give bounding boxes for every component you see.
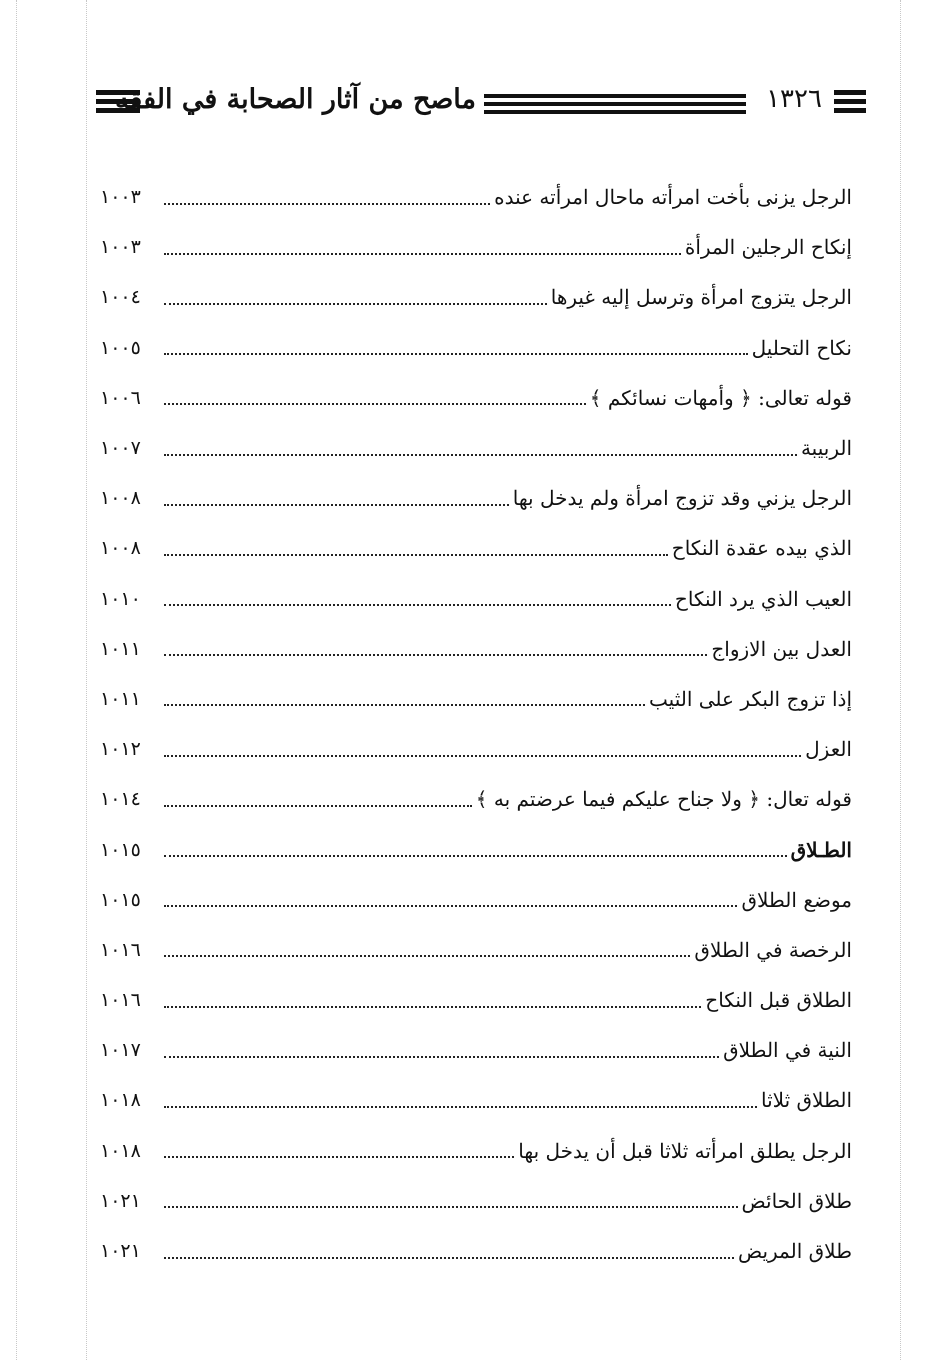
toc-entry [100, 172, 852, 222]
toc-entry-page: ١٠٠٣ [100, 236, 141, 259]
toc-entry-page: ١٠١٨ [100, 1089, 141, 1112]
toc-entry-page: ١٠٠٣ [100, 186, 141, 209]
dot-leader [164, 202, 490, 205]
dot-leader [164, 453, 797, 456]
toc-entry-title: طلاق الحائض [741, 1188, 852, 1213]
toc-entry-page: ١٠١٧ [100, 1039, 141, 1062]
toc-entry-title: نكاح التحليل [751, 335, 852, 360]
header-ornament-right [834, 90, 866, 117]
toc-entry-page: ١٠١٤ [100, 788, 141, 811]
toc-entry [100, 222, 852, 272]
header-ornament-middle [484, 94, 746, 118]
toc-entry [100, 1025, 852, 1075]
toc-entry-page: ١٠١١ [100, 687, 141, 710]
dot-leader [164, 1005, 701, 1008]
dot-leader [164, 904, 737, 907]
toc-entry [100, 272, 852, 322]
dot-leader [164, 754, 801, 757]
toc-entry [100, 824, 852, 874]
scan-margin-line [16, 0, 17, 1360]
toc-entry [100, 925, 852, 975]
toc-entry-title: موضع الطلاق [741, 887, 852, 912]
toc-entry-title: إذا تزوج البكر على الثيب [649, 686, 852, 711]
toc-entry [100, 1176, 852, 1226]
page-number: ١٣٢٦ [766, 84, 822, 114]
toc-entry-page: ١٠١٥ [100, 838, 141, 861]
toc-entry-title: الرجل يتزوج امرأة وترسل إليه غيرها [550, 285, 852, 310]
toc-entry [100, 724, 852, 774]
dot-leader [164, 1105, 757, 1108]
toc-entry-page: ١٠٢١ [100, 1240, 141, 1263]
toc-entry-title: العزل [805, 737, 852, 762]
toc-entry-page: ١٠٠٨ [100, 487, 141, 510]
book-title: ماصح من آثار الصحابة في الفقه [114, 84, 476, 115]
dot-leader [164, 1155, 514, 1158]
toc-entry-page: ١٠٢١ [100, 1189, 141, 1212]
toc-entry-page: ١٠٠٥ [100, 336, 141, 359]
toc-entry-page: ١٠٠٤ [100, 286, 141, 309]
toc-entry-page: ١٠١٥ [100, 888, 141, 911]
toc-entry-title: العدل بين الازواج [711, 636, 852, 661]
dot-leader [164, 1055, 719, 1058]
dot-leader [164, 302, 547, 305]
toc-entry-page: ١٠٠٨ [100, 537, 141, 560]
page-header [96, 84, 866, 124]
toc-entry-title: الذي بيده عقدة النكاح [671, 536, 852, 561]
toc-entry-title: الرجل يطلق امرأته ثلاثا قبل أن يدخل بها [518, 1138, 852, 1163]
toc-entry [100, 875, 852, 925]
toc-entry-title: الطلاق قبل النكاح [705, 988, 852, 1013]
toc-entry-title: الرخصة في الطلاق [694, 937, 852, 962]
toc-entry-title: قوله تعالى: ﴿ وأمهات نسائكم ﴾ [589, 385, 852, 410]
toc-entry-title: قوله تعال: ﴿ ولا جناح عليكم فيما عرضتم به ﴾ [475, 787, 852, 812]
dot-leader [164, 1205, 738, 1208]
dot-leader [164, 252, 681, 255]
toc-entry-title: الربيبة [800, 436, 852, 461]
dot-leader [164, 1256, 734, 1259]
toc-entry [100, 1226, 852, 1276]
dot-leader [164, 603, 671, 606]
toc-entry [100, 1126, 852, 1176]
dot-leader [164, 553, 668, 556]
toc-entry-page: ١٠١٨ [100, 1139, 141, 1162]
toc-entry-title: الرجل يزنى بأخت امرأته ماحال امرأته عنده [494, 185, 852, 210]
dot-leader [164, 703, 645, 706]
toc-entry-page: ١٠١٠ [100, 587, 141, 610]
toc-entry-page: ١٠٠٦ [100, 386, 141, 409]
dot-leader [164, 954, 690, 957]
toc-entry [100, 674, 852, 724]
toc-entry [100, 1075, 852, 1125]
scan-margin-line [900, 0, 901, 1360]
dot-leader [164, 854, 787, 857]
scan-margin-line [86, 0, 87, 1360]
toc-entry-title: إنكاح الرجلين المرأة [684, 235, 852, 260]
toc-entry-page: ١٠١٦ [100, 989, 141, 1012]
toc-entry-page: ١٠١٦ [100, 938, 141, 961]
toc-entry-title: الطـلاق [790, 837, 852, 862]
toc-entry-page: ١٠١٢ [100, 738, 141, 761]
toc-entry [100, 423, 852, 473]
toc-entry [100, 523, 852, 573]
toc-entry-title: الرجل يزني وقد تزوج امرأة ولم يدخل بها [512, 486, 852, 511]
toc-entry-title: العيب الذي يرد النكاح [674, 586, 852, 611]
toc-entry [100, 774, 852, 824]
dot-leader [164, 503, 509, 506]
dot-leader [164, 352, 748, 355]
toc-entry [100, 373, 852, 423]
table-of-contents [100, 172, 852, 1276]
toc-entry-page: ١٠١١ [100, 637, 141, 660]
toc-entry [100, 975, 852, 1025]
dot-leader [164, 402, 586, 405]
toc-entry-title: الطلاق ثلاثا [760, 1088, 852, 1113]
toc-entry-title: النية في الطلاق [723, 1038, 852, 1063]
toc-entry [100, 323, 852, 373]
dot-leader [164, 804, 472, 807]
toc-entry [100, 473, 852, 523]
dot-leader [164, 653, 707, 656]
toc-entry [100, 624, 852, 674]
toc-entry-page: ١٠٠٧ [100, 437, 141, 460]
toc-entry-title: طلاق المريض [737, 1239, 852, 1264]
toc-entry [100, 574, 852, 624]
